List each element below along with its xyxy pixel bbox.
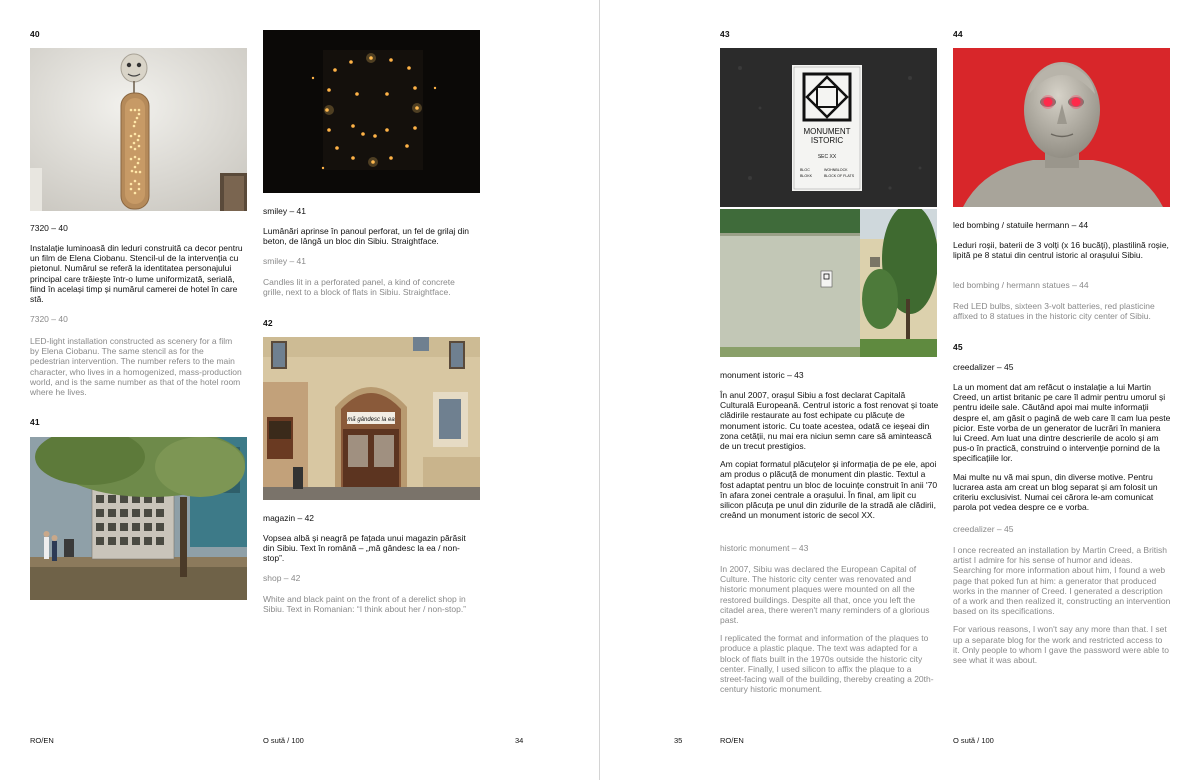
photo-smiley-concrete-grille [30, 437, 247, 600]
entry-title-45: creedalizer – 45 [953, 362, 1014, 372]
entry-en-text-43 [720, 564, 936, 702]
entry-en-title-43: historic monument – 43 [720, 543, 809, 553]
photo-block-of-flats-with-plaque [720, 209, 937, 357]
entry-number-43: 43 [720, 29, 730, 39]
photo-monument-plaque [720, 48, 937, 207]
plaque-wohnblock-label: WOHNBLOCK [824, 168, 848, 172]
entry-en-title-42: shop – 42 [263, 573, 301, 583]
page-number-left: 34 [515, 736, 524, 745]
plaque-line-monument: MONUMENT [803, 127, 851, 136]
photo-derelict-shop [263, 337, 480, 500]
entry-title-42: magazin – 42 [263, 513, 315, 523]
entry-number-41: 41 [30, 417, 40, 427]
entry-ro-text-40: Instalație luminoasă din leduri construită ca decor pentru un film de Elena Ciobanu. Stencil-ul de la intervenția cu pietonul. Numărul se referă la identitatea personajului principal care trăiește într-o lume uniformizată, serială, fiind în același timp și numărul camerei de hotel în care stă. [30, 243, 243, 305]
page-number-right: 35 [674, 736, 683, 745]
entry-ro-paragraph: În anul 2007, orașul Sibiu a fost declarat Capitală Culturală Europeană. Centrul istoric a fost renovat și toate clădirile restaurate au fost echipate cu plăcuțe de monument istoric. Cu toate acestea, odată ce ieșeai din zona cetății, nu mai era niciun semn care să amintească de un trecut prestigios. [720, 390, 939, 452]
plaque-bloc-label: BLOC [800, 168, 810, 172]
entry-number-45: 45 [953, 342, 963, 352]
shop-sign-text: mă gândesc la ea [347, 417, 395, 423]
entry-en-title-45: creedalizer – 45 [953, 524, 1014, 534]
entry-ro-text-44: Leduri roșii, baterii de 3 volți (x 16 bucăți), plastilină roșie, lipită pe 8 statui din centrul istoric al orașului Sibiu. [953, 240, 1169, 261]
entry-ro-paragraph: Mai multe nu vă mai spun, din diverse motive. Pentru lucrarea asta am creat un blog separat și am folosit un criteriu exclusivist. Numai cei cărora le-am comunicat parola pot vedea despre ce e vorba. [953, 471, 1158, 513]
entry-ro-text-43 [720, 390, 940, 528]
entry-en-title-44: led bombing / hermann statues – 44 [953, 280, 1089, 290]
photo-smiley-candles [263, 30, 480, 193]
entry-ro-paragraph: La un moment dat am refăcut o instalație a lui Martin Creed, un artist britanic pe care îl admir pentru umorul și pentru ideile sale. Căutând apoi mai multe informații despre el, am găsit o pagină de web care îl cam lua peste picior. Este vorba de un generator de lucrări în maniera lui Creed. Am luat una dintre descrierile de acolo și am pus-o în practică, construind o intervenție pornind de la specificațiile lor. [953, 382, 1171, 464]
entry-en-text-44: Red LED bulbs, sixteen 3-volt batteries, red plasticine affixed to 8 statues in the historic city center of Sibiu. [953, 301, 1155, 322]
entry-title-40: 7320 – 40 [30, 223, 68, 233]
photo-statue-red-leds [953, 48, 1170, 207]
entry-title-44: led bombing / statuile hermann – 44 [953, 220, 1089, 230]
entry-title-43: monument istoric – 43 [720, 370, 804, 380]
entry-number-44: 44 [953, 29, 963, 39]
plaque-line-istoric: ISTORIC [810, 136, 844, 145]
entry-ro-text-45 [953, 382, 1171, 520]
entry-number-42: 42 [263, 318, 273, 328]
entry-en-text-45 [953, 545, 1171, 673]
footer-lang-right: RO/EN [720, 736, 744, 745]
plaque-blokk-label: BLOKK [800, 174, 812, 178]
entry-en-text-40: LED-light installation constructed as scenery for a film by Elena Ciobanu. The same stencil as for the pedestrian intervention. The number refers to the main character, who lives in a homogenized, mass-production world, and is the same number as that of the hotel room where he lives. [30, 336, 242, 398]
entry-en-text-42: White and black paint on the front of a derelict shop in Sibiu. Text in Romanian: “I think about her / non-stop.” [263, 594, 467, 615]
plaque-century: SEC XX [817, 154, 837, 160]
plaque-block-of-flats-label: BLOCK OF FLATS [824, 174, 855, 178]
entry-ro-text-41: Lumânări aprinse în panoul perforat, un fel de grilaj din beton, de lângă un bloc din Sibiu. Straightface. [263, 226, 470, 247]
entry-en-text-41: Candles lit in a perforated panel, a kind of concrete grille, next to a block of flats in Sibiu. Straightface. [263, 277, 455, 298]
entry-en-paragraph: In 2007, Sibiu was declared the European Capital of Culture. The historic city center was renovated and historic monument plaques were mounted on all the restored buildings. Despite all that, once you left the citadel area, there weren't many reminders of a glorious past. [720, 564, 930, 626]
entry-title-41: smiley – 41 [263, 206, 306, 216]
entry-en-title-40: 7320 – 40 [30, 314, 68, 324]
entry-ro-paragraph: Am copiat formatul plăcuțelor și informația de pe ele, apoi am produs o plăcuță de monument din plastic. Textul a fost adaptat pentru un bloc de locuințe construit în anii '70 în afara zonei centrale a orașului. În final, am lipit cu silicon plăcuța pe unul din zidurile de la stradă ale clădirii, creând un monument istoric de secol XX. [720, 459, 938, 521]
entry-en-paragraph: I replicated the format and information of the plaques to produce a plastic plaque. The text was adapted for a block of flats built in the 1970s outside the historic city center. Finally, I used silicon to affix the plaque to a street-facing wall of the building, thereby creating a 20th-century historic monument. [720, 633, 934, 695]
footer-book-title-left: O sută / 100 [263, 736, 304, 745]
entry-en-paragraph: For various reasons, I won't say any more than that. I set up a separate blog for the work and restricted access to it. Only people to whom I gave the password were able to see what it was about. [953, 624, 1169, 666]
footer-book-title-right: O sută / 100 [953, 736, 994, 745]
footer-lang-left: RO/EN [30, 736, 54, 745]
entry-ro-text-42: Vopsea albă și neagră pe fațada unui magazin părăsit din Sibiu. Text în română – „mă gândesc la ea / non-stop”. [263, 533, 466, 564]
entry-en-paragraph: I once recreated an installation by Martin Creed, a British artist I admire for his sense of humor and ideas. Searching for more information about him, I found a web page that poked fun at him: a generator that produced works in the manner of Creed. I generated a description of a work and then realized it, constructing an intervention based on its specifications. [953, 545, 1171, 617]
entry-number-40: 40 [30, 29, 40, 39]
entry-en-title-41: smiley – 41 [263, 256, 306, 266]
page-gutter [599, 0, 600, 780]
photo-7320-led-installation [30, 48, 247, 211]
